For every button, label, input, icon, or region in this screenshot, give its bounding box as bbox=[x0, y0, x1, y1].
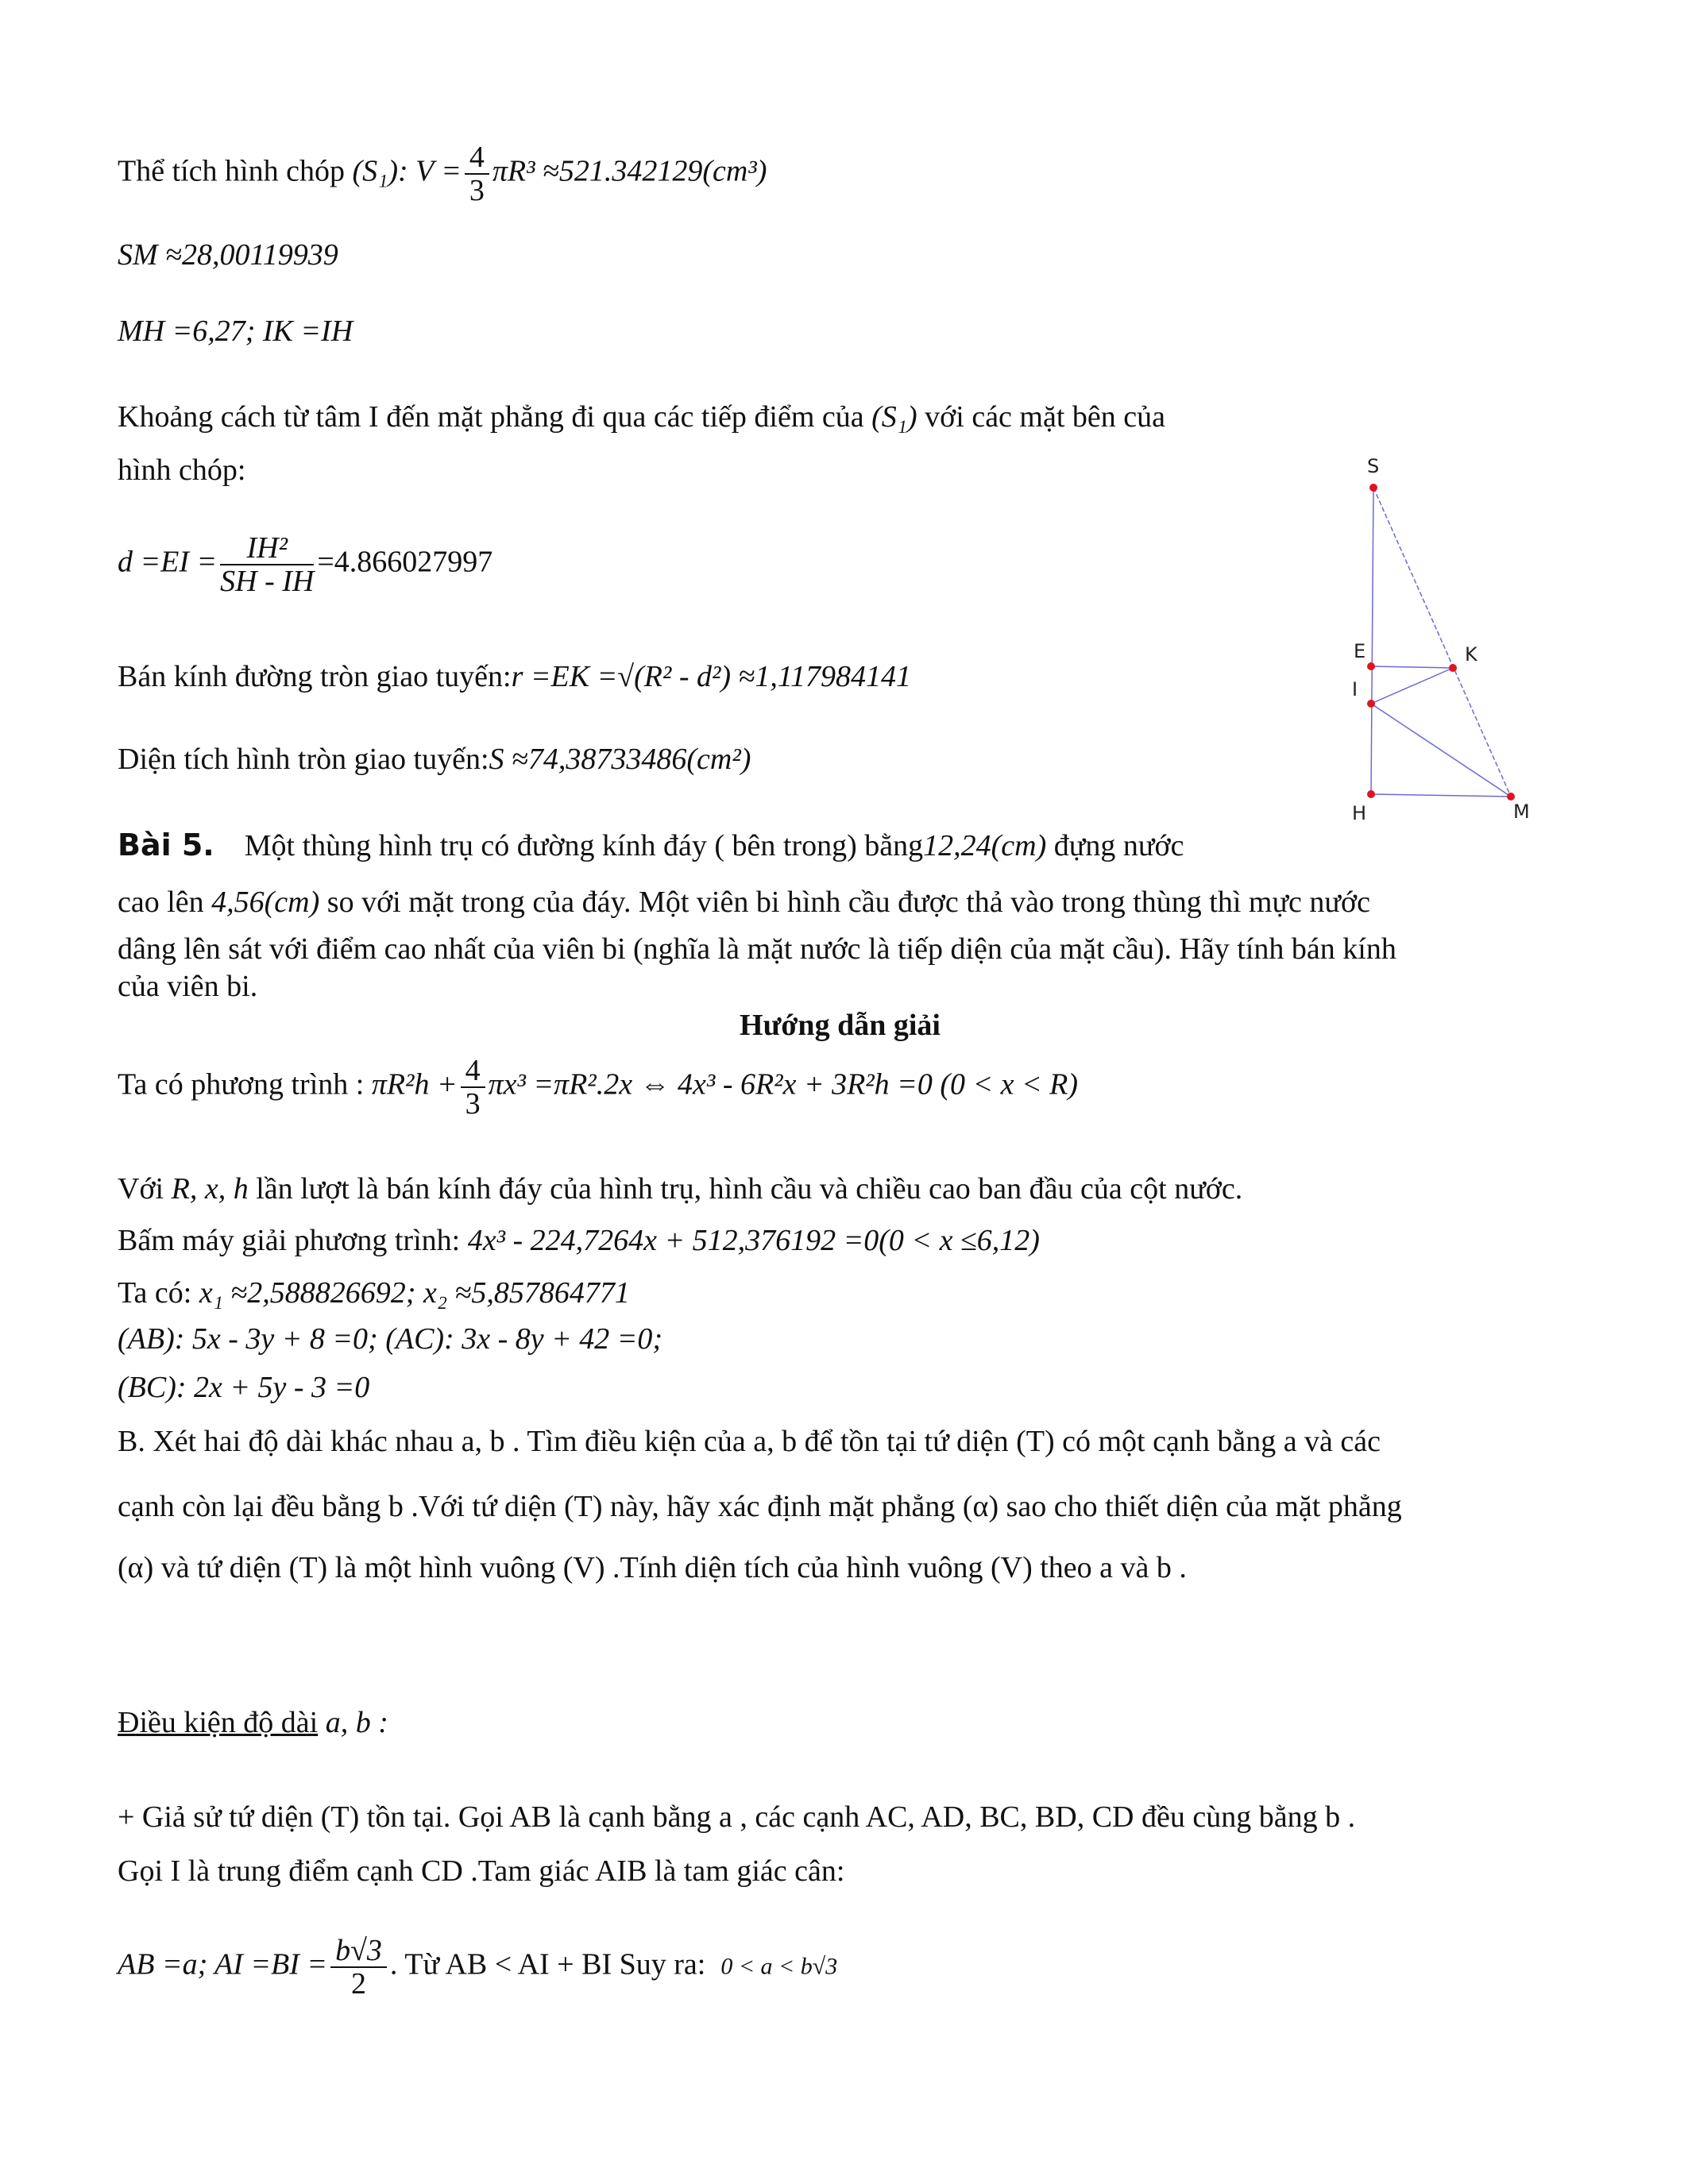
numerator: 4 bbox=[461, 1055, 485, 1088]
bc-line: (BC): 2x + 5y - 3 =0 bbox=[118, 1371, 370, 1404]
line-ik bbox=[1371, 668, 1453, 704]
distance-line-2: hình chóp: bbox=[118, 453, 246, 487]
math: πR³ ≈521.342129(cm³) bbox=[492, 154, 767, 188]
point-m bbox=[1507, 793, 1515, 801]
text: lần lượt là bán kính đáy của hình trụ, hình cầu và chiều cao ban đầu của cột nước. bbox=[256, 1172, 1243, 1206]
point-h bbox=[1367, 790, 1375, 798]
numerator: 4 bbox=[465, 141, 489, 175]
label-i: I bbox=[1352, 678, 1358, 700]
ab-ac-line: (AB): 5x - 3y + 8 =0; (AC): 3x - 8y + 42 =0; bbox=[118, 1322, 663, 1356]
math: a, b : bbox=[318, 1706, 388, 1739]
label-h: H bbox=[1352, 802, 1367, 824]
d-formula bbox=[118, 532, 492, 597]
math: 4,56(cm) bbox=[211, 886, 320, 919]
calc-line bbox=[118, 1223, 1040, 1258]
bai5-line-3: dâng lên sát với điểm cao nhất của viên bi (nghĩa là mặt nước là tiếp diện của mặt cầu). Hãy tính bán kính bbox=[118, 932, 1396, 966]
point-i bbox=[1367, 700, 1375, 708]
denominator: 3 bbox=[469, 174, 485, 207]
equation-line bbox=[118, 1055, 1078, 1120]
fraction bbox=[461, 1055, 485, 1120]
variables-line bbox=[118, 1171, 1242, 1206]
fraction bbox=[330, 1935, 387, 2000]
sm-line: SM ≈28,00119939 bbox=[118, 238, 338, 272]
label-s: S bbox=[1367, 455, 1380, 477]
text: Thể tích hình chóp bbox=[118, 154, 345, 188]
math: : V = bbox=[398, 154, 462, 188]
fraction bbox=[220, 532, 314, 597]
radius-line bbox=[118, 659, 911, 694]
bai5-line-1 bbox=[118, 828, 1184, 863]
text: Một thùng hình trụ có đường kính đáy ( bên trong) bằng bbox=[244, 829, 924, 862]
text: Ta có: bbox=[118, 1276, 192, 1310]
fraction bbox=[465, 141, 489, 206]
label-m: M bbox=[1513, 801, 1530, 823]
label-e: E bbox=[1354, 640, 1366, 662]
midpoint-line: Gọi I là trung điểm cạnh CD .Tam giác AIB là tam giác cân: bbox=[118, 1854, 845, 1888]
point-s bbox=[1369, 484, 1377, 492]
text: Khoảng cách từ tâm I đến mặt phẳng đi qua các tiếp điểm của bbox=[118, 400, 864, 434]
text: cao lên bbox=[118, 886, 204, 919]
numerator: b√3 bbox=[330, 1935, 387, 1968]
math: x₁ ≈2,588826692; x₂ ≈5,857864771 bbox=[199, 1276, 630, 1310]
assume-line: + Giả sử tứ diện (T) tồn tại. Gọi AB là cạnh bằng a , các cạnh AC, AD, BC, BD, CD đều cùng bằng b . bbox=[118, 1800, 1356, 1834]
math: S ≈74,38733486(cm²) bbox=[489, 743, 751, 776]
math: (S₁) bbox=[871, 400, 917, 434]
text: với các mặt bên của bbox=[925, 400, 1166, 434]
math: (S₁) bbox=[352, 154, 399, 188]
bai5-line-2 bbox=[118, 885, 1370, 920]
line-hm bbox=[1371, 794, 1511, 797]
text: đựng nước bbox=[1053, 829, 1184, 862]
mh-line: MH =6,27; IK =IH bbox=[118, 314, 353, 348]
text: Với bbox=[118, 1172, 164, 1206]
text: Diện tích hình tròn giao tuyến: bbox=[118, 743, 489, 776]
text: . Từ AB < AI + BI Suy ra: bbox=[389, 1947, 706, 1981]
math: R, x, h bbox=[171, 1172, 249, 1206]
condition-heading bbox=[118, 1705, 388, 1740]
line-sh bbox=[1371, 488, 1373, 794]
numerator: IH² bbox=[220, 532, 314, 565]
guide-heading: Hướng dẫn giải bbox=[740, 1009, 941, 1042]
math: πR²h + bbox=[371, 1067, 458, 1102]
denominator: SH - IH bbox=[220, 565, 315, 598]
text: Bấm máy giải phương trình: bbox=[118, 1224, 461, 1257]
problem-b-line-2: cạnh còn lại đều bằng b .Với tứ diện (T) này, hãy xác định mặt phẳng (α) sao cho thiết diện của mặt phẳng bbox=[118, 1490, 1402, 1523]
pyramid-figure bbox=[1335, 453, 1557, 834]
text: Điều kiện độ dài bbox=[118, 1706, 319, 1739]
math: 0 < a < b√3 bbox=[720, 1953, 838, 1980]
text: Bán kính đường tròn giao tuyến: bbox=[118, 660, 512, 693]
volume-line bbox=[118, 141, 767, 206]
exercise-title: Bài 5. bbox=[118, 828, 214, 862]
area-line bbox=[118, 742, 751, 777]
text: Ta có phương trình : bbox=[118, 1067, 365, 1102]
math: =4.866027997 bbox=[317, 545, 493, 579]
math: r =EK =√(R² - d²) ≈1,117984141 bbox=[511, 660, 912, 693]
math: AB =a; AI =BI = bbox=[118, 1947, 328, 1981]
problem-b-line-1: B. Xét hai độ dài khác nhau a, b . Tìm điều kiện của a, b để tồn tại tứ diện (T) có một cạnh bằng a và các bbox=[118, 1425, 1381, 1458]
inequality-line bbox=[118, 1935, 837, 2000]
denominator: 3 bbox=[465, 1087, 481, 1121]
math: 4x³ - 224,7264x + 512,376192 =0(0 < x ≤6,12) bbox=[467, 1224, 1040, 1257]
point-k bbox=[1449, 664, 1457, 672]
math: 12,24(cm) bbox=[923, 829, 1047, 862]
point-e bbox=[1367, 662, 1375, 670]
distance-line bbox=[118, 399, 1165, 434]
text: so với mặt trong của đáy. Một viên bi hình cầu được thả vào trong thùng thì mực nước bbox=[326, 886, 1370, 919]
problem-b-line-3: (α) và tứ diện (T) là một hình vuông (V) .Tính diện tích của hình vuông (V) theo a và b . bbox=[118, 1551, 1187, 1584]
math: πx³ =πR².2x ⇔ 4x³ - 6R²x + 3R²h =0 (0 < x < R) bbox=[488, 1067, 1079, 1102]
line-ek bbox=[1371, 666, 1453, 668]
math: d =EI = bbox=[118, 545, 218, 579]
label-k: K bbox=[1465, 643, 1477, 666]
denominator: 2 bbox=[350, 1967, 366, 2001]
roots-line bbox=[118, 1275, 630, 1310]
bai5-line-4: của viên bi. bbox=[118, 970, 258, 1003]
